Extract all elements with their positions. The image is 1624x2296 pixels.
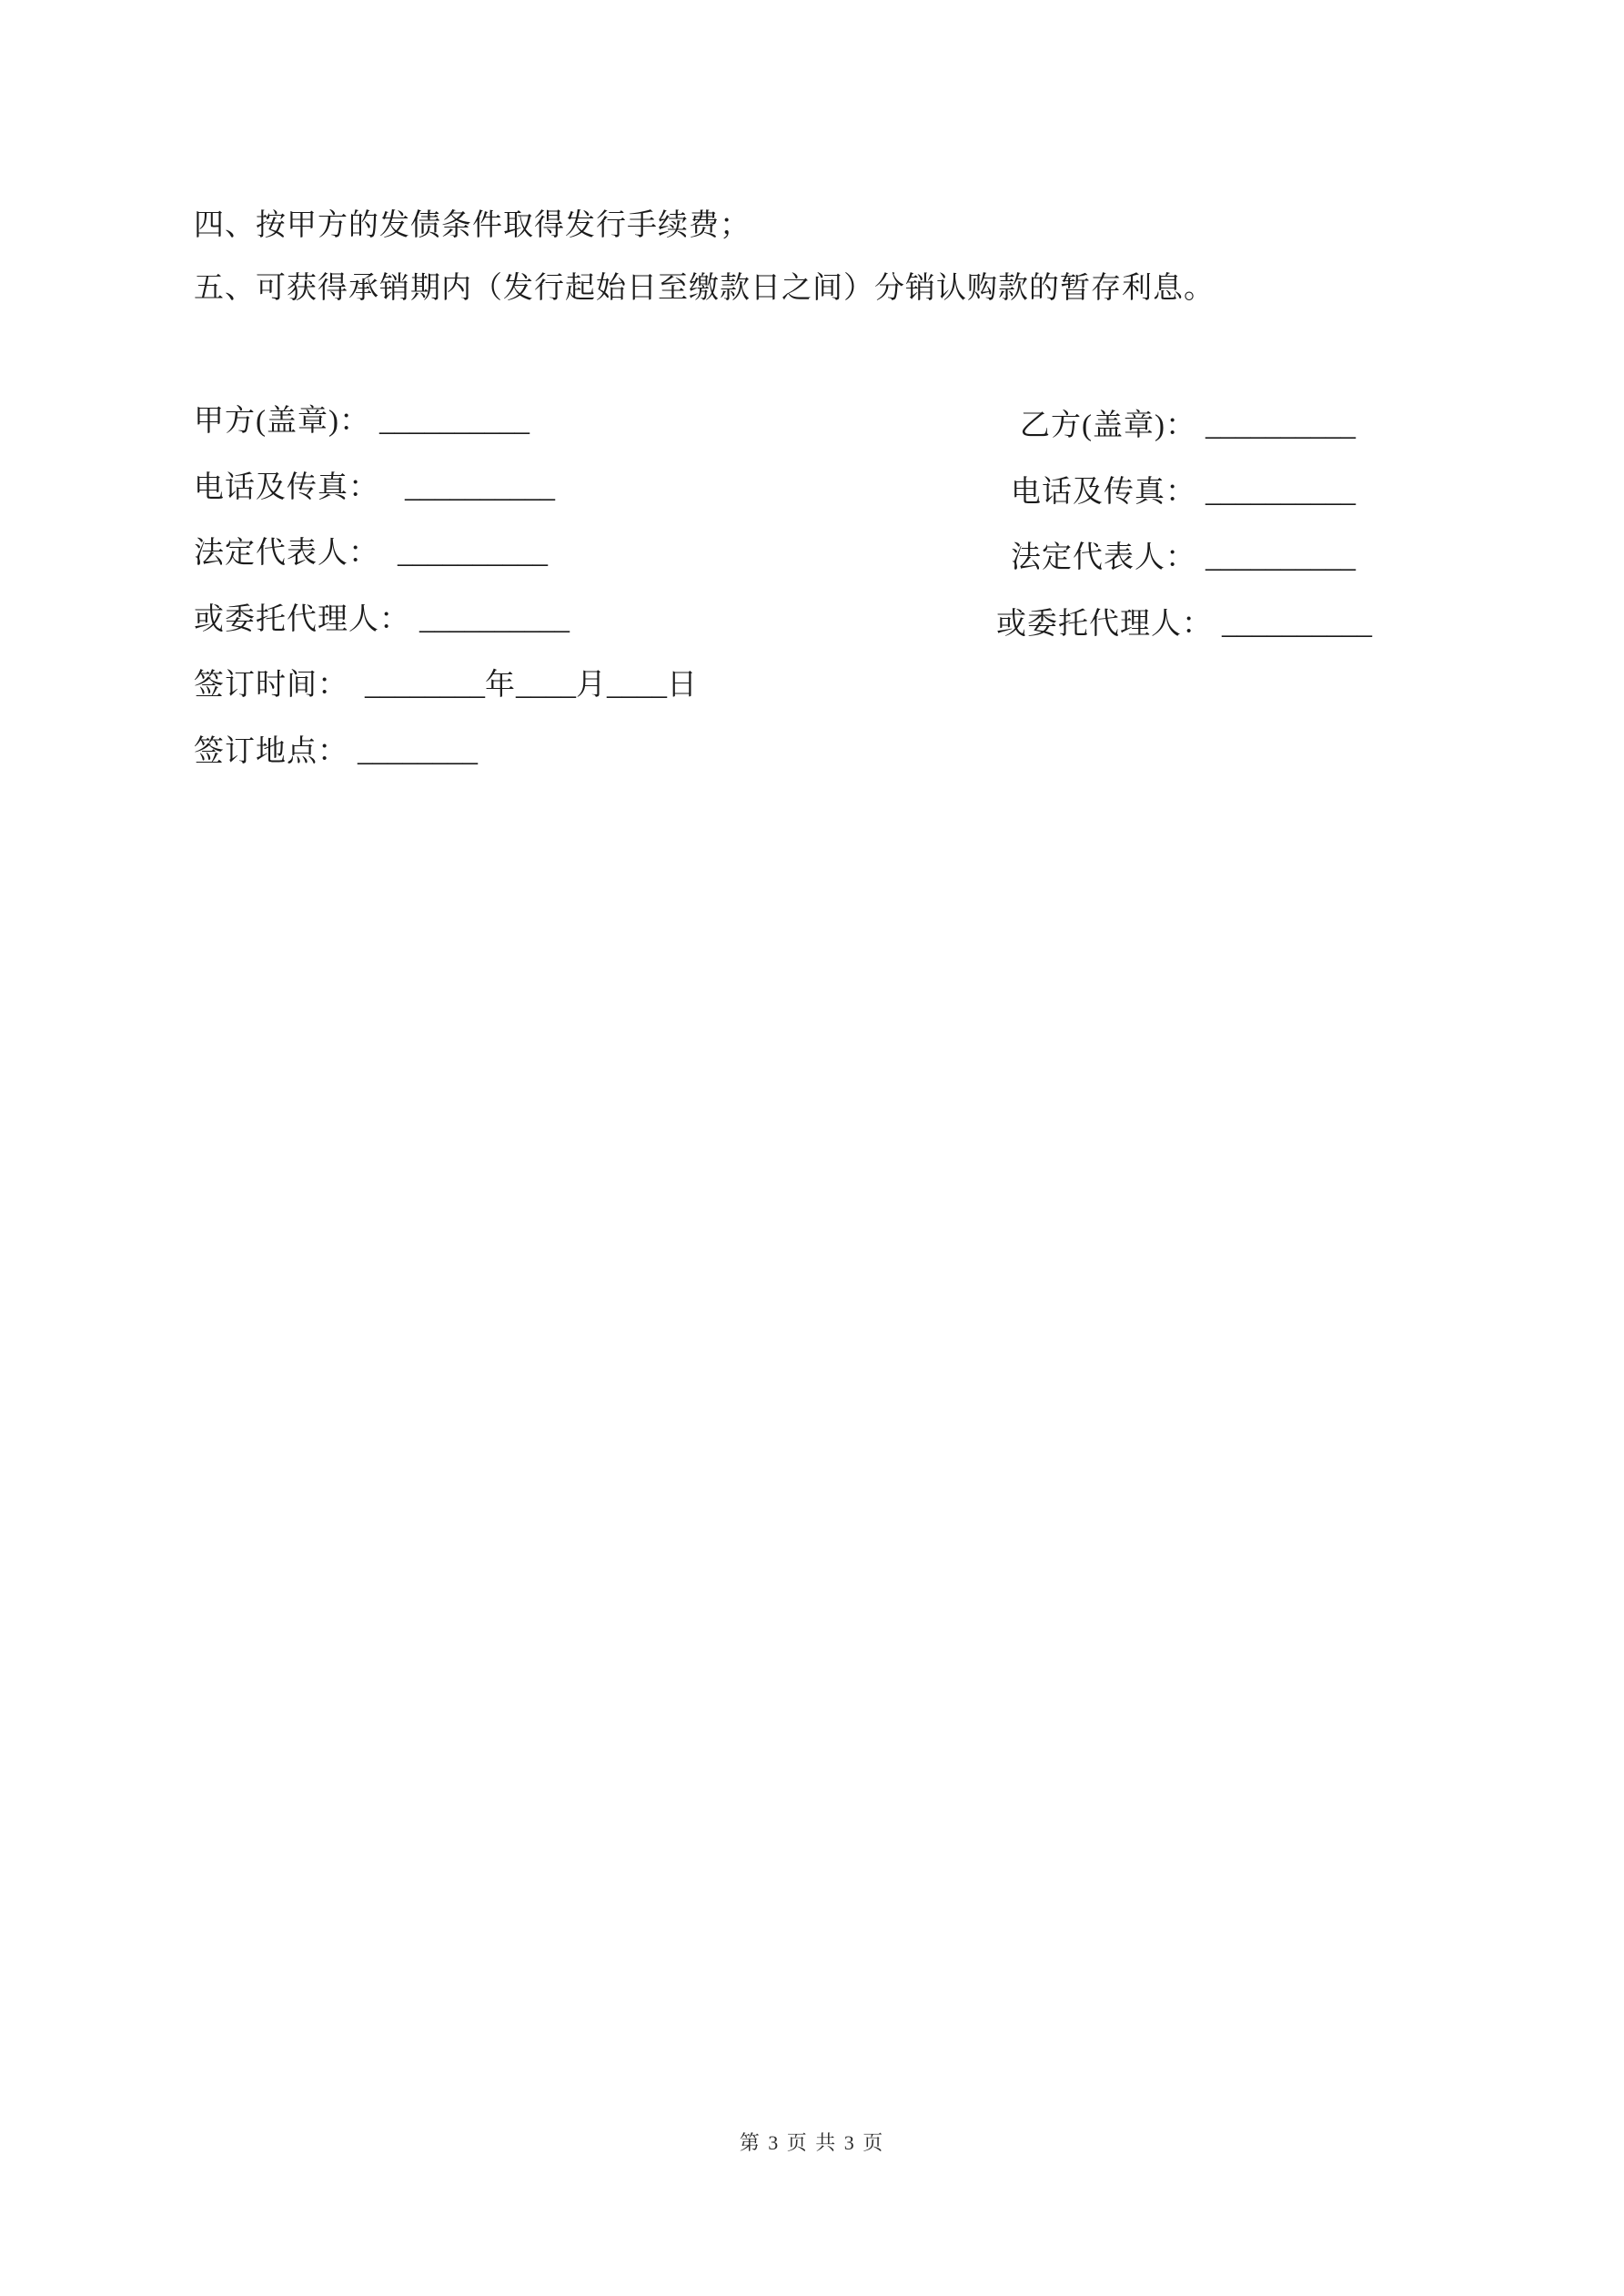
signing-place-row <box>194 727 698 794</box>
party-a-seal-row <box>194 397 698 463</box>
signature-block-party-a <box>194 397 698 793</box>
party-b-phone-fax-blank: __________ <box>1205 475 1356 509</box>
party-b-agent-row <box>996 600 1372 666</box>
party-b-agent-label: 或委托代理人： <box>996 607 1213 641</box>
party-a-legal-rep-row <box>194 529 698 595</box>
party-b-seal-label: 乙方(盖章)： <box>1020 410 1196 442</box>
signing-date-year-blank: ________ <box>365 669 485 702</box>
signing-date-day-unit: 日 <box>667 669 698 702</box>
signature-block-party-b <box>996 401 1372 665</box>
clause-item-5: 五、可获得承销期内（发行起始日至缴款日之间）分销认购款的暂存利息。 <box>194 272 1215 305</box>
party-a-legal-rep-label: 法定代表人： <box>194 537 379 570</box>
party-a-seal-label: 甲方(盖章)： <box>194 405 370 438</box>
party-b-legal-rep-label: 法定代表人： <box>1011 541 1196 574</box>
party-b-phone-fax-label: 电话及传真： <box>1011 475 1196 509</box>
party-a-agent-blank: __________ <box>419 602 570 636</box>
signing-place-label: 签订地点： <box>194 734 348 768</box>
party-a-legal-rep-blank: __________ <box>398 537 548 570</box>
party-a-phone-fax-label: 电话及传真： <box>194 470 379 504</box>
party-a-agent-label: 或委托代理人： <box>194 602 410 636</box>
party-a-phone-fax-row <box>194 463 698 530</box>
signing-date-row <box>194 661 698 727</box>
party-b-legal-rep-blank: __________ <box>1205 541 1356 574</box>
clause-item-4: 四、按甲方的发债条件取得发行手续费； <box>194 209 751 242</box>
party-b-agent-blank: __________ <box>1222 607 1372 641</box>
party-b-seal-row <box>996 401 1356 468</box>
signing-place-blank: ________ <box>358 734 478 768</box>
party-b-legal-rep-row <box>996 533 1356 600</box>
signing-date-year-unit: 年 <box>485 669 516 702</box>
party-a-agent-row <box>194 595 698 662</box>
signing-date-label: 签订时间： <box>194 669 348 702</box>
party-a-phone-fax-blank: __________ <box>405 470 555 504</box>
signing-date-day-blank: ____ <box>607 669 667 702</box>
party-b-seal-blank: __________ <box>1205 410 1356 442</box>
page-number-footer: 第 3 页 共 3 页 <box>739 2131 885 2154</box>
signing-date-month-blank: ____ <box>516 669 576 702</box>
signing-date-month-unit: 月 <box>576 669 607 702</box>
party-b-phone-fax-row <box>996 468 1356 534</box>
party-a-seal-blank: __________ <box>378 405 530 438</box>
